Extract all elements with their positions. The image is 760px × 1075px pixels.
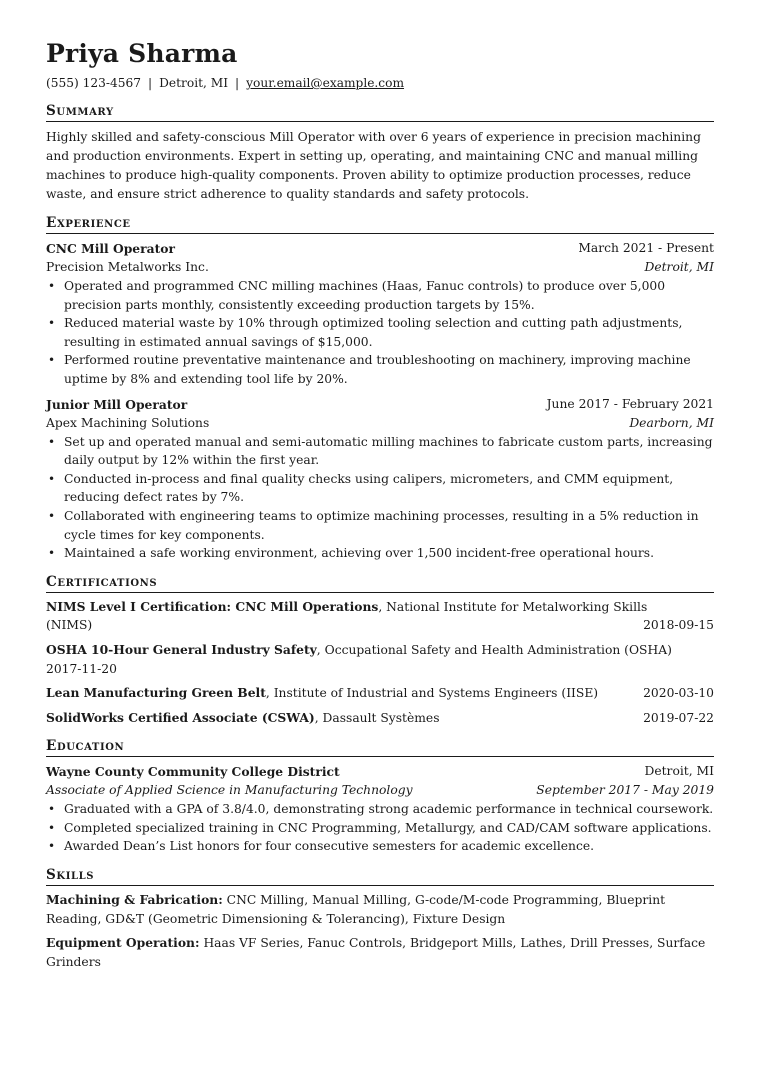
bullet-icon: • <box>48 508 56 523</box>
job-title: CNC Mill Operator <box>46 241 175 256</box>
certification-date: 2018-09-15 <box>643 618 714 633</box>
bullet-icon: • <box>48 471 56 486</box>
resume-page <box>46 38 714 971</box>
bullet-icon: • <box>48 279 56 293</box>
skill-label: Machining & Fabrication: <box>46 892 223 908</box>
education-bullet: • Graduated with a GPA of 3.8/4.0, demonstrating strong academic performance in technical coursework. <box>46 800 714 819</box>
job-bullet: • Conducted in-process and final quality checks using calipers, micrometers, and CMM equipment, reducing defect rates by 7%. <box>48 471 674 505</box>
bullet-icon: • <box>48 546 56 561</box>
separator: | <box>235 76 240 90</box>
job-dates: June 2017 - February 2021 <box>546 396 714 411</box>
certification-date: 2020-03-10 <box>643 686 714 701</box>
education-bullet: • Awarded Dean’s List honors for four consecutive semesters for academic excellence. <box>46 837 714 856</box>
certification-name: OSHA 10-Hour General Industry Safety <box>46 641 317 657</box>
job-location: Detroit, MI <box>644 260 714 274</box>
job-bullet: • Operated and programmed CNC milling machines (Haas, Fanuc controls) to produce over 5,000 precision parts monthly, consistently exceeding production targets by 15%. <box>48 279 666 312</box>
job-bullet: • Reduced material waste by 10% through optimized tooling selection and cutting path adjustments, resulting in estimated annual savings of $15,000. <box>48 316 683 349</box>
certification-issuer: , Institute of Industrial and Systems Engineers (IISE) <box>265 686 599 701</box>
section-heading-summary: Summary <box>46 102 714 122</box>
school-name: Wayne County Community College District <box>46 764 340 780</box>
degree-name: Associate of Applied Science in Manufacturing Technology <box>46 783 413 798</box>
section-heading-certifications: Certifications <box>46 573 714 593</box>
job-title: Junior Mill Operator <box>46 396 188 412</box>
contact-line <box>46 74 714 92</box>
bullet-icon: • <box>48 820 56 835</box>
certification-entry <box>46 709 714 728</box>
job-dates: March 2021 - Present <box>578 241 714 255</box>
job-bullet: • Collaborated with engineering teams to optimize machining processes, resulting in a 5% reduction in cycle times for key components. <box>48 508 699 542</box>
certification-date: 2017-11-20 <box>46 661 117 676</box>
section-heading-experience: Experience <box>46 214 714 234</box>
skill-group <box>46 891 714 928</box>
section-heading-skills: Skills <box>46 866 714 886</box>
education-bullet: • Completed specialized training in CNC Programming, Metallurgy, and CAD/CAM software applications. <box>46 819 714 838</box>
phone-number: (555) 123-4567 <box>46 76 142 90</box>
company-name: Apex Machining Solutions <box>46 415 210 430</box>
bullet-icon: • <box>48 839 56 854</box>
job-location: Dearborn, MI <box>629 415 714 430</box>
skill-group <box>46 934 714 971</box>
bullet-icon: • <box>48 353 56 368</box>
certification-name: NIMS Level I Certification: CNC Mill Operations <box>46 598 379 614</box>
bullet-icon: • <box>48 434 56 449</box>
skill-values: Haas VF Series, Fanuc Controls, Bridgeport Mills, Lathes, Drill Presses, Surface Grinders <box>46 936 706 969</box>
certification-date: 2019-07-22 <box>643 710 714 725</box>
certification-issuer-cont: (NIMS) <box>46 618 93 633</box>
job-entry <box>46 395 714 563</box>
skill-values: CNC Milling, Manual Milling, G-code/M-code Programming, Blueprint Reading, GD&T (Geometric Dimensioning & Tolerancing), Fixture Design <box>46 893 666 926</box>
school-location: Detroit, MI <box>644 764 714 779</box>
location: Detroit, MI <box>159 76 229 90</box>
certification-issuer: , Occupational Safety and Health Administration (OSHA) <box>316 642 672 657</box>
certification-name: SolidWorks Certified Associate (CSWA) <box>46 709 315 725</box>
certification-name: Lean Manufacturing Green Belt <box>46 685 266 701</box>
certification-issuer: , Dassault Systèmes <box>314 710 440 725</box>
certification-entry <box>46 684 714 703</box>
job-bullet: • Set up and operated manual and semi-automatic milling machines to fabricate custom parts, increasing daily output by 12% within the first year. <box>48 434 713 468</box>
skill-label: Equipment Operation: <box>46 935 200 951</box>
education-dates: September 2017 - May 2019 <box>536 783 714 798</box>
certification-entry <box>46 641 714 678</box>
separator: | <box>148 76 153 90</box>
summary-text: Highly skilled and safety-conscious Mill Operator with over 6 years of experience in precision machining and production environments. Expert in setting up, operating, and maintaining CNC and manual milling machines to produce high-quality components. Proven ability to optimize production processes, reduce waste, and ensure strict adherence to quality standards and safety protocols. <box>46 130 701 201</box>
education-entry <box>46 762 714 856</box>
candidate-name: Priya Sharma <box>46 39 238 68</box>
job-entry <box>46 239 714 389</box>
section-heading-education: Education <box>46 737 714 757</box>
job-bullet: • Maintained a safe working environment, achieving over 1,500 incident-free operational hours. <box>46 544 714 563</box>
certification-entry <box>46 598 714 635</box>
email-link[interactable]: your.email@example.com <box>246 76 405 90</box>
company-name: Precision Metalworks Inc. <box>46 260 209 274</box>
bullet-icon: • <box>48 802 56 817</box>
job-bullet: • Performed routine preventative maintenance and troubleshooting on machinery, improving machine uptime by 8% and extending tool life by 20%. <box>48 353 691 386</box>
bullet-icon: • <box>48 316 56 331</box>
certification-issuer: , National Institute for Metalworking Skills <box>378 599 648 614</box>
